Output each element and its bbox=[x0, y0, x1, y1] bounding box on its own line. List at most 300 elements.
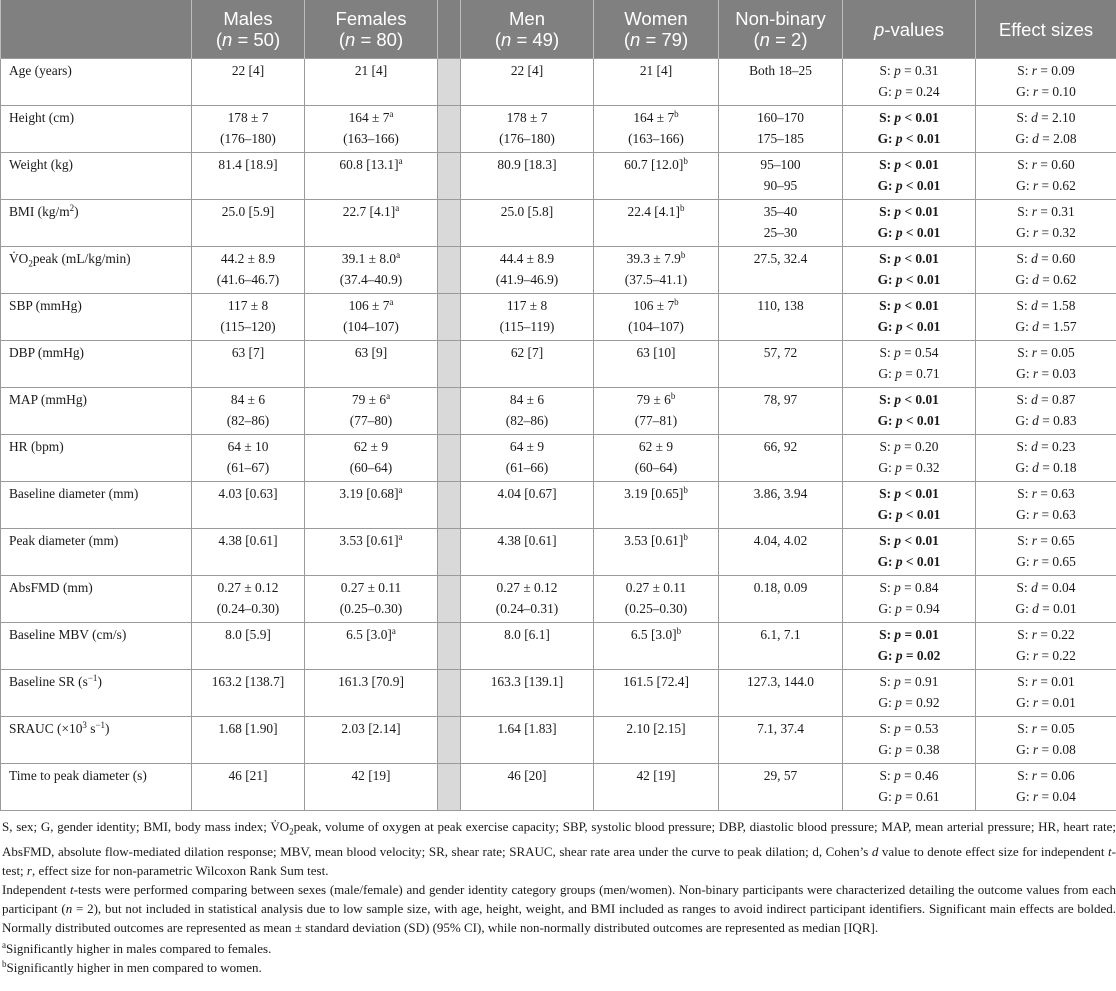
cell-women bbox=[594, 106, 719, 153]
cell-line: 160–170 bbox=[757, 110, 804, 125]
header-women: Women (n = 79) bbox=[594, 0, 719, 59]
cell-line: 60.7 $[12.0]^b$ bbox=[624, 156, 688, 172]
cell-males bbox=[192, 576, 305, 623]
cell-nb bbox=[719, 529, 843, 576]
cell-e bbox=[976, 717, 1116, 764]
column-divider bbox=[438, 435, 461, 482]
footnote-methods: Independent t-tests were performed comparing between sexes (male/female) and gender identity category groups (men/women). Non-binary participants were characterized detailing the outcome values from each participant (n = 2), but not included in statistical analysis due to low sample size, with age, height, weight, and BMI included as ranges to avoid indirect participant identifiers. Significant main effects are bolded. Normally distributed outcomes are represented as mean ± standard deviation (SD) (95% CI), while non-normally distributed outcomes are represented as median [IQR]. bbox=[2, 881, 1116, 935]
cell-e bbox=[976, 59, 1116, 106]
cell-line: 95–100 bbox=[760, 157, 801, 172]
cell-line: (115–120) bbox=[220, 319, 276, 334]
cell-line: G: d = 1.57 bbox=[1015, 319, 1077, 334]
cell-line: (163–166) bbox=[343, 131, 399, 146]
cell-women bbox=[594, 294, 719, 341]
cell-line: 21 [4] bbox=[639, 63, 673, 78]
cell-line: S: p < 0.01 bbox=[879, 157, 939, 172]
header-nonbinary: Non-binary (n = 2) bbox=[719, 0, 843, 59]
cell-line: G: r = 0.01 bbox=[1016, 695, 1076, 710]
cell-line: 0.27 ± 0.11 bbox=[625, 580, 687, 595]
cell-line: G: d = 0.01 bbox=[1015, 601, 1077, 616]
cell-nb bbox=[719, 153, 843, 200]
cell-line: (0.24–0.31) bbox=[495, 601, 559, 616]
cell-line: 35–40 bbox=[763, 204, 798, 219]
cell-males bbox=[192, 764, 305, 811]
cell-line: (104–107) bbox=[343, 319, 399, 334]
column-divider bbox=[438, 200, 461, 247]
row-label: Baseline SR $(s^{-1})$ bbox=[1, 670, 192, 717]
cell-females bbox=[305, 482, 438, 529]
cell-line: G: r = 0.22 bbox=[1016, 648, 1076, 663]
cell-e bbox=[976, 294, 1116, 341]
cell-males bbox=[192, 294, 305, 341]
cell-males bbox=[192, 388, 305, 435]
cell-line: (104–107) bbox=[628, 319, 684, 334]
footnote-a-text: Significantly higher in males compared to females. bbox=[6, 940, 272, 956]
cell-line: S: p < 0.01 bbox=[879, 204, 939, 219]
cell-line: G: p < 0.01 bbox=[877, 507, 941, 522]
cell-women bbox=[594, 435, 719, 482]
cell-men bbox=[461, 717, 594, 764]
table-row bbox=[1, 153, 1116, 200]
table-row bbox=[1, 59, 1116, 106]
cell-line: S: r = 0.63 bbox=[1017, 486, 1075, 501]
cell-e bbox=[976, 435, 1116, 482]
cell-line: S: p = 0.84 bbox=[879, 580, 939, 595]
cell-men bbox=[461, 435, 594, 482]
cell-line: 42 [19] bbox=[351, 768, 391, 783]
cell-line: S: r = 0.65 bbox=[1017, 533, 1075, 548]
cell-line: 44.2 ± 8.9 bbox=[220, 251, 276, 266]
table-row bbox=[1, 482, 1116, 529]
table-row bbox=[1, 764, 1116, 811]
cell-line: S: p = 0.53 bbox=[879, 721, 939, 736]
cell-line: (77–80) bbox=[349, 413, 393, 428]
cell-line: 66, 92 bbox=[763, 439, 798, 454]
cell-nb bbox=[719, 435, 843, 482]
cell-males bbox=[192, 59, 305, 106]
table-row bbox=[1, 623, 1116, 670]
table-row bbox=[1, 435, 1116, 482]
cell-line: 3.19 $[0.68]^a$ bbox=[339, 485, 403, 501]
table-row bbox=[1, 200, 1116, 247]
footnote-a-mark: a bbox=[2, 939, 6, 950]
cell-line: 25.0 [5.8] bbox=[500, 204, 554, 219]
cell-e bbox=[976, 529, 1116, 576]
cell-line: 4.03 [0.63] bbox=[218, 486, 278, 501]
cell-line: S: d = 1.58 bbox=[1016, 298, 1076, 313]
cell-line: G: p = 0.24 bbox=[878, 84, 940, 99]
cell-p bbox=[843, 247, 976, 294]
cell-line: S: d = 0.60 bbox=[1016, 251, 1076, 266]
cell-line: 84 ± 6 bbox=[230, 392, 266, 407]
header-females: Females (n = 80) bbox=[305, 0, 438, 59]
cell-nb bbox=[719, 388, 843, 435]
cell-line: G: p < 0.01 bbox=[877, 319, 941, 334]
cell-p bbox=[843, 764, 976, 811]
cell-males bbox=[192, 106, 305, 153]
cell-line: G: r = 0.08 bbox=[1016, 742, 1076, 757]
cell-men bbox=[461, 482, 594, 529]
cell-line: S: r = 0.05 bbox=[1017, 721, 1075, 736]
cell-line: 22.4 $[4.1]^b$ bbox=[627, 203, 685, 219]
column-divider bbox=[438, 764, 461, 811]
cell-line: 60.8 $[13.1]^a$ bbox=[339, 156, 403, 172]
cell-p bbox=[843, 623, 976, 670]
header-effect-sizes: Effect sizes bbox=[976, 0, 1116, 59]
cell-line: S: r = 0.06 bbox=[1017, 768, 1075, 783]
column-divider bbox=[438, 717, 461, 764]
cell-line: S: r = 0.09 bbox=[1017, 63, 1075, 78]
cell-line: $79 \pm 6^a$ bbox=[351, 391, 391, 407]
cell-e bbox=[976, 670, 1116, 717]
cell-line: G: d = 2.08 bbox=[1015, 131, 1077, 146]
cell-men bbox=[461, 200, 594, 247]
cell-males bbox=[192, 341, 305, 388]
cell-line: 46 [20] bbox=[507, 768, 547, 783]
cell-line: 1.64 [1.83] bbox=[497, 721, 557, 736]
row-label: MAP (mmHg) bbox=[1, 388, 192, 435]
cell-line: (176–180) bbox=[499, 131, 555, 146]
cell-line: S: p = 0.91 bbox=[879, 674, 939, 689]
table-row bbox=[1, 670, 1116, 717]
cell-line: 6.5 $[3.0]^b$ bbox=[630, 626, 682, 642]
row-label: Height (cm) bbox=[1, 106, 192, 153]
cell-females bbox=[305, 388, 438, 435]
row-label: Time to peak diameter (s) bbox=[1, 764, 192, 811]
cell-line: (77–81) bbox=[634, 413, 678, 428]
column-divider bbox=[438, 247, 461, 294]
cell-e bbox=[976, 764, 1116, 811]
cell-women bbox=[594, 341, 719, 388]
row-label: Baseline MBV (cm/s) bbox=[1, 623, 192, 670]
cell-line: 127.3, 144.0 bbox=[747, 674, 814, 689]
header-row bbox=[1, 0, 1116, 59]
cell-males bbox=[192, 153, 305, 200]
cell-line: G: p < 0.01 bbox=[877, 178, 941, 193]
cell-females bbox=[305, 717, 438, 764]
cell-line: 3.86, 3.94 bbox=[753, 486, 808, 501]
header-males: Males (n = 50) bbox=[192, 0, 305, 59]
cell-females bbox=[305, 59, 438, 106]
cell-line: 3.19 $[0.65]^b$ bbox=[624, 485, 688, 501]
cell-line: 44.4 ± 8.9 bbox=[499, 251, 555, 266]
cell-line: (0.24–0.30) bbox=[216, 601, 280, 616]
table-row bbox=[1, 341, 1116, 388]
cell-line: 90–95 bbox=[763, 178, 798, 193]
cell-nb bbox=[719, 623, 843, 670]
cell-men bbox=[461, 388, 594, 435]
cell-line: 63 [9] bbox=[354, 345, 388, 360]
cell-line: S: p = 0.20 bbox=[879, 439, 939, 454]
cell-line: $106 \pm 7^a$ bbox=[348, 297, 394, 313]
cell-line: G: p = 0.71 bbox=[878, 366, 940, 381]
cell-line: (0.25–0.30) bbox=[339, 601, 403, 616]
cell-males bbox=[192, 200, 305, 247]
footnote-b-text: Significantly higher in men compared to women. bbox=[6, 959, 262, 975]
cell-line: 175–185 bbox=[757, 131, 804, 146]
cell-nb bbox=[719, 59, 843, 106]
cell-males bbox=[192, 482, 305, 529]
cell-line: G: r = 0.62 bbox=[1016, 178, 1076, 193]
cell-line: (61–67) bbox=[226, 460, 270, 475]
cell-nb bbox=[719, 200, 843, 247]
cell-females bbox=[305, 106, 438, 153]
cell-line: S: p < 0.01 bbox=[879, 298, 939, 313]
table-row bbox=[1, 717, 1116, 764]
cell-men bbox=[461, 576, 594, 623]
cell-line: 161.3 [70.9] bbox=[338, 674, 404, 689]
cell-women bbox=[594, 623, 719, 670]
column-divider bbox=[438, 529, 461, 576]
cell-females bbox=[305, 670, 438, 717]
cell-females bbox=[305, 764, 438, 811]
cell-nb bbox=[719, 764, 843, 811]
cell-females bbox=[305, 247, 438, 294]
cell-men bbox=[461, 153, 594, 200]
cell-line: (82–86) bbox=[226, 413, 270, 428]
cell-men bbox=[461, 106, 594, 153]
cell-line: 46 [21] bbox=[228, 768, 268, 783]
cell-p bbox=[843, 529, 976, 576]
cell-p bbox=[843, 670, 976, 717]
cell-line: 63 [10] bbox=[636, 345, 676, 360]
cell-line: 64 ± 9 bbox=[509, 439, 545, 454]
cell-women bbox=[594, 764, 719, 811]
cell-line: 0.27 ± 0.12 bbox=[217, 580, 279, 595]
cell-men bbox=[461, 59, 594, 106]
cell-p bbox=[843, 106, 976, 153]
row-label: HR (bpm) bbox=[1, 435, 192, 482]
cell-line: (37.5–41.1) bbox=[624, 272, 688, 287]
cell-e bbox=[976, 623, 1116, 670]
cell-line: 81.4 [18.9] bbox=[218, 157, 278, 172]
cell-nb bbox=[719, 247, 843, 294]
cell-line: 8.0 [5.9] bbox=[225, 627, 271, 642]
table-row bbox=[1, 247, 1116, 294]
cell-line: 80.9 [18.3] bbox=[497, 157, 557, 172]
cell-p bbox=[843, 294, 976, 341]
cell-p bbox=[843, 435, 976, 482]
cell-line: 63 [7] bbox=[231, 345, 265, 360]
cell-line: 39.3 ± 7.9$^b$ bbox=[626, 250, 686, 266]
cell-females bbox=[305, 200, 438, 247]
cell-p bbox=[843, 482, 976, 529]
column-divider bbox=[438, 59, 461, 106]
cell-line: 62 ± 9 bbox=[353, 439, 389, 454]
cell-line: $164 \pm 7^b$ bbox=[633, 109, 679, 125]
cell-females bbox=[305, 294, 438, 341]
cell-line: 161.5 [72.4] bbox=[623, 674, 689, 689]
cell-line: 4.04 [0.67] bbox=[497, 486, 557, 501]
column-divider bbox=[438, 482, 461, 529]
cell-line: Both 18–25 bbox=[749, 63, 812, 78]
cell-line: (176–180) bbox=[220, 131, 276, 146]
cell-line: 25–30 bbox=[763, 225, 798, 240]
table-row bbox=[1, 106, 1116, 153]
cell-line: G: p = 0.92 bbox=[878, 695, 940, 710]
cell-line: 57, 72 bbox=[763, 345, 798, 360]
cell-women bbox=[594, 482, 719, 529]
cell-women bbox=[594, 576, 719, 623]
cell-nb bbox=[719, 106, 843, 153]
column-divider bbox=[438, 294, 461, 341]
cell-women bbox=[594, 247, 719, 294]
cell-line: 8.0 [6.1] bbox=[504, 627, 550, 642]
cell-line: $164 \pm 7^a$ bbox=[348, 109, 394, 125]
cell-line: 29, 57 bbox=[763, 768, 798, 783]
cell-males bbox=[192, 623, 305, 670]
row-label: $V̇O_2peak$ (mL/kg/min) bbox=[1, 247, 192, 294]
cell-line: S: p = 0.46 bbox=[879, 768, 939, 783]
cell-women bbox=[594, 59, 719, 106]
cell-women bbox=[594, 529, 719, 576]
column-divider bbox=[438, 623, 461, 670]
cell-line: G: r = 0.04 bbox=[1016, 789, 1076, 804]
cell-line: 4.38 [0.61] bbox=[218, 533, 278, 548]
table-footnotes bbox=[0, 811, 1116, 977]
cell-line: 4.04, 4.02 bbox=[753, 533, 808, 548]
cell-e bbox=[976, 247, 1116, 294]
cell-men bbox=[461, 341, 594, 388]
cell-line: 3.53 $[0.61]^a$ bbox=[339, 532, 403, 548]
cell-line: G: r = 0.65 bbox=[1016, 554, 1076, 569]
cell-females bbox=[305, 341, 438, 388]
footnote-abbreviations: S, sex; G, gender identity; BMI, body mass index; $V̇O_2peak$, volume of oxygen at peak exercise capacity; SBP, systolic blood pressure; DBP, diastolic blood pressure; MAP, mean arterial pressure; HR, heart rate; AbsFMD, absolute flow-mediated dilation response; MBV, mean blood velocity; SR, shear rate; SRAUC, shear rate area under the curve to peak dilation; d, Cohen’s d value to denote effect size for independent t-test; r, effect size for non-parametric Wilcoxon Rank Sum test. bbox=[2, 819, 1116, 878]
cell-line: 0.27 ± 0.12 bbox=[496, 580, 558, 595]
cell-line: G: p = 0.32 bbox=[878, 460, 940, 475]
cell-line: S: d = 0.04 bbox=[1016, 580, 1076, 595]
cell-line: 6.5 $[3.0]^a$ bbox=[346, 626, 396, 642]
row-label: DBP (mmHg) bbox=[1, 341, 192, 388]
cell-nb bbox=[719, 576, 843, 623]
cell-line: (41.6–46.7) bbox=[216, 272, 280, 287]
cell-line: G: r = 0.32 bbox=[1016, 225, 1076, 240]
cell-line: 4.38 [0.61] bbox=[497, 533, 557, 548]
column-divider bbox=[438, 106, 461, 153]
cell-line: S: p = 0.01 bbox=[879, 627, 939, 642]
cell-line: $106 \pm 7^b$ bbox=[633, 297, 679, 313]
cell-line: G: p < 0.01 bbox=[877, 272, 941, 287]
cell-line: 163.2 [138.7] bbox=[211, 674, 285, 689]
cell-line: 64 ± 10 bbox=[227, 439, 269, 454]
header-blank bbox=[1, 0, 192, 59]
cell-line: 1.68 [1.90] bbox=[218, 721, 278, 736]
cell-line: 22 [4] bbox=[510, 63, 544, 78]
cell-females bbox=[305, 576, 438, 623]
table-row bbox=[1, 294, 1116, 341]
cell-e bbox=[976, 106, 1116, 153]
cell-line: 21 [4] bbox=[354, 63, 388, 78]
cell-line: 117 ± 8 bbox=[227, 298, 269, 313]
cell-males bbox=[192, 435, 305, 482]
cell-line: (37.4–40.9) bbox=[339, 272, 403, 287]
cell-line: S: r = 0.60 bbox=[1017, 157, 1075, 172]
column-divider bbox=[438, 670, 461, 717]
cell-males bbox=[192, 670, 305, 717]
cell-e bbox=[976, 388, 1116, 435]
cell-line: 2.03 [2.14] bbox=[341, 721, 401, 736]
cell-p bbox=[843, 576, 976, 623]
cell-line: 62 [7] bbox=[510, 345, 544, 360]
cell-line: G: d = 0.18 bbox=[1015, 460, 1077, 475]
cell-line: S: p = 0.54 bbox=[879, 345, 939, 360]
cell-line: S: p < 0.01 bbox=[879, 486, 939, 501]
cell-line: G: r = 0.03 bbox=[1016, 366, 1076, 381]
cell-line: 163.3 [139.1] bbox=[490, 674, 564, 689]
column-divider bbox=[438, 576, 461, 623]
cell-e bbox=[976, 153, 1116, 200]
cell-line: (41.9–46.9) bbox=[495, 272, 559, 287]
cell-e bbox=[976, 482, 1116, 529]
cell-line: (60–64) bbox=[634, 460, 678, 475]
row-label: BMI $(kg/m^2)$ bbox=[1, 200, 192, 247]
cell-females bbox=[305, 435, 438, 482]
table-row bbox=[1, 529, 1116, 576]
cell-line: 0.27 ± 0.11 bbox=[340, 580, 402, 595]
cell-males bbox=[192, 529, 305, 576]
header-men: Men (n = 49) bbox=[461, 0, 594, 59]
row-label: Age (years) bbox=[1, 59, 192, 106]
row-label: Peak diameter (mm) bbox=[1, 529, 192, 576]
cell-e bbox=[976, 341, 1116, 388]
cell-line: G: r = 0.10 bbox=[1016, 84, 1076, 99]
cell-males bbox=[192, 717, 305, 764]
footnote-a bbox=[2, 937, 1116, 958]
cell-nb bbox=[719, 294, 843, 341]
cell-p bbox=[843, 59, 976, 106]
cell-line: S: p = 0.31 bbox=[879, 63, 939, 78]
cell-p bbox=[843, 341, 976, 388]
cell-line: 117 ± 8 bbox=[506, 298, 548, 313]
row-label: SRAUC ($\times 10^3$ $s^{-1}$) bbox=[1, 717, 192, 764]
cell-line: 0.18, 0.09 bbox=[753, 580, 808, 595]
cell-nb bbox=[719, 482, 843, 529]
cell-p bbox=[843, 717, 976, 764]
cell-men bbox=[461, 529, 594, 576]
cell-line: (61–66) bbox=[505, 460, 549, 475]
cell-line: 42 [19] bbox=[636, 768, 676, 783]
cell-line: S: p < 0.01 bbox=[879, 110, 939, 125]
cell-p bbox=[843, 388, 976, 435]
cell-line: G: p < 0.01 bbox=[877, 554, 941, 569]
cell-line: 78, 97 bbox=[763, 392, 798, 407]
cell-line: S: d = 0.87 bbox=[1016, 392, 1076, 407]
cell-line: 22 [4] bbox=[231, 63, 265, 78]
cell-men bbox=[461, 294, 594, 341]
cell-line: (60–64) bbox=[349, 460, 393, 475]
cell-women bbox=[594, 670, 719, 717]
cell-females bbox=[305, 153, 438, 200]
cell-line: 6.1, 7.1 bbox=[760, 627, 801, 642]
cell-line: G: p < 0.01 bbox=[877, 131, 941, 146]
cell-line: (163–166) bbox=[628, 131, 684, 146]
table-row bbox=[1, 388, 1116, 435]
cell-line: G: d = 0.83 bbox=[1015, 413, 1077, 428]
header-gap bbox=[438, 0, 461, 59]
cell-line: 22.7 $[4.1]^a$ bbox=[342, 203, 400, 219]
cell-line: G: p < 0.01 bbox=[877, 225, 941, 240]
footnote-b bbox=[2, 958, 1116, 977]
cell-line: S: r = 0.22 bbox=[1017, 627, 1075, 642]
cell-line: S: d = 0.23 bbox=[1016, 439, 1076, 454]
cell-line: (115–119) bbox=[499, 319, 555, 334]
cell-line: 27.5, 32.4 bbox=[753, 251, 808, 266]
cell-line: S: r = 0.31 bbox=[1017, 204, 1075, 219]
cell-line: G: p = 0.61 bbox=[878, 789, 940, 804]
cell-line: G: p < 0.01 bbox=[877, 413, 941, 428]
cell-men bbox=[461, 247, 594, 294]
cell-line: (0.25–0.30) bbox=[624, 601, 688, 616]
